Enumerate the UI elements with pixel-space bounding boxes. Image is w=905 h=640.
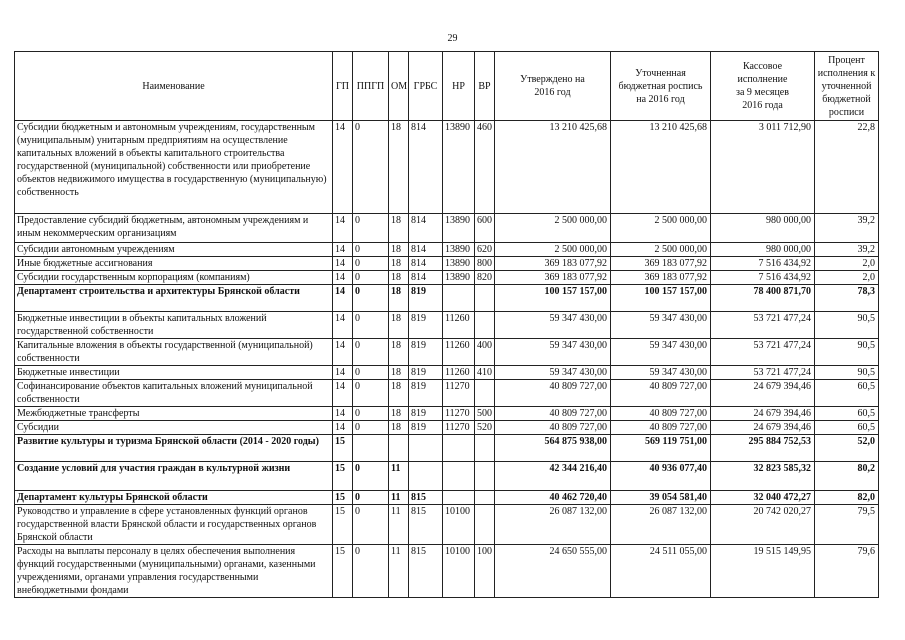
cell-grbs: 815 [409,505,443,545]
header-percent-line: бюджетной [822,93,871,105]
header-percent-line: росписи [828,106,865,118]
header-vr: ВР [475,52,495,121]
cell-cash: 295 884 752,53 [711,435,815,462]
cell-om: 18 [389,271,409,285]
cell-name: Бюджетные инвестиции [15,366,333,380]
header-refined-line: на 2016 год [636,93,685,105]
cell-gp: 14 [333,366,353,380]
table-row [15,339,879,366]
header-grbs: ГРБС [409,52,443,121]
cell-percent: 22,8 [815,121,879,214]
cell-gp: 14 [333,243,353,257]
cell-gp: 14 [333,121,353,214]
cell-percent: 79,5 [815,505,879,545]
cell-approved: 40 809 727,00 [495,421,611,435]
cell-grbs: 819 [409,312,443,339]
cell-approved: 24 650 555,00 [495,545,611,598]
header-cash-line: Кассовое [742,61,783,72]
cell-percent: 52,0 [815,435,879,462]
cell-gp: 14 [333,380,353,407]
cell-cash: 53 721 477,24 [711,366,815,380]
cell-name: Департамент строительства и архитектуры Брянской области [15,285,333,312]
cell-refined: 13 210 425,68 [611,121,711,214]
cell-np: 13890 [443,121,475,214]
cell-ppgp: 0 [353,121,389,214]
cell-name: Руководство и управление в сфере установленных функций органов государственной власти Брянской области и государственных органов Брянской области [15,505,333,545]
cell-name: Департамент культуры Брянской области [15,491,333,505]
header-approved-line: 2016 год [534,87,571,98]
cell-name: Предоставление субсидий бюджетным, автономным учреждениям и иным некоммерческим организациям [15,214,333,243]
cell-percent: 78,3 [815,285,879,312]
cell-approved: 59 347 430,00 [495,339,611,366]
cell-vr: 600 [475,214,495,243]
cell-np: 11270 [443,380,475,407]
cell-vr: 410 [475,366,495,380]
cell-gp: 14 [333,285,353,312]
cell-np [443,491,475,505]
cell-refined: 40 936 077,40 [611,462,711,491]
cell-grbs: 819 [409,380,443,407]
cell-ppgp: 0 [353,462,389,491]
header-cash-line: за 9 месяцев [736,87,789,98]
cell-approved: 40 462 720,40 [495,491,611,505]
cell-gp: 15 [333,462,353,491]
cell-ppgp: 0 [353,380,389,407]
cell-vr [475,462,495,491]
table-row [15,366,879,380]
cell-om: 11 [389,491,409,505]
cell-cash: 20 742 020,27 [711,505,815,545]
cell-np: 11260 [443,312,475,339]
header-om: ОМ [389,52,409,121]
cell-np: 13890 [443,243,475,257]
cell-cash: 3 011 712,90 [711,121,815,214]
cell-vr: 620 [475,243,495,257]
header-approved-line: Утверждено на [520,74,585,85]
cell-om: 18 [389,407,409,421]
cell-approved: 2 500 000,00 [495,243,611,257]
cell-om: 18 [389,366,409,380]
cell-grbs: 819 [409,285,443,312]
table-row [15,285,879,312]
header-refined-line: бюджетная роспись [618,80,703,92]
table-row [15,380,879,407]
cell-cash: 78 400 871,70 [711,285,815,312]
cell-ppgp: 0 [353,491,389,505]
header-name: Наименование [15,52,333,121]
header-refined-line: Уточненная [635,67,686,79]
cell-np: 11270 [443,407,475,421]
header-refined [611,52,711,121]
cell-approved: 369 183 077,92 [495,271,611,285]
cell-name: Субсидии автономным учреждениям [15,243,333,257]
cell-refined: 39 054 581,40 [611,491,711,505]
cell-name: Софинансирование объектов капитальных вложений муниципальной собственности [15,380,333,407]
cell-cash: 32 040 472,27 [711,491,815,505]
cell-ppgp: 0 [353,285,389,312]
cell-name: Бюджетные инвестиции в объекты капитальных вложений государственной собственности [15,312,333,339]
cell-percent: 90,5 [815,366,879,380]
cell-gp: 14 [333,271,353,285]
header-ppgp: ППГП [353,52,389,121]
table-row [15,312,879,339]
cell-approved: 59 347 430,00 [495,366,611,380]
cell-refined: 100 157 157,00 [611,285,711,312]
cell-gp: 15 [333,545,353,598]
cell-np: 13890 [443,214,475,243]
cell-gp: 15 [333,435,353,462]
cell-name: Межбюджетные трансферты [15,407,333,421]
cell-cash: 53 721 477,24 [711,312,815,339]
cell-cash: 24 679 394,46 [711,407,815,421]
cell-gp: 14 [333,312,353,339]
cell-gp: 14 [333,339,353,366]
cell-grbs: 814 [409,214,443,243]
cell-grbs: 819 [409,366,443,380]
cell-approved: 59 347 430,00 [495,312,611,339]
cell-cash: 24 679 394,46 [711,380,815,407]
table-body [15,121,879,598]
cell-ppgp: 0 [353,339,389,366]
cell-om: 11 [389,462,409,491]
cell-ppgp: 0 [353,407,389,421]
cell-refined: 40 809 727,00 [611,421,711,435]
cell-cash: 980 000,00 [711,214,815,243]
table-row [15,435,879,462]
table-row [15,243,879,257]
cell-gp: 14 [333,407,353,421]
table-row [15,214,879,243]
cell-ppgp: 0 [353,505,389,545]
cell-approved: 100 157 157,00 [495,285,611,312]
cell-ppgp: 0 [353,366,389,380]
cell-grbs: 814 [409,243,443,257]
cell-name: Развитие культуры и туризма Брянской области (2014 - 2020 годы) [15,435,333,462]
cell-approved: 40 809 727,00 [495,380,611,407]
cell-grbs: 815 [409,545,443,598]
cell-percent: 90,5 [815,339,879,366]
cell-grbs: 819 [409,407,443,421]
cell-vr: 460 [475,121,495,214]
cell-grbs: 814 [409,121,443,214]
cell-om: 11 [389,545,409,598]
cell-approved: 42 344 216,40 [495,462,611,491]
cell-vr: 400 [475,339,495,366]
table-row [15,271,879,285]
table-row [15,491,879,505]
cell-refined: 569 119 751,00 [611,435,711,462]
cell-refined: 59 347 430,00 [611,312,711,339]
cell-approved: 13 210 425,68 [495,121,611,214]
cell-refined: 24 511 055,00 [611,545,711,598]
cell-name: Иные бюджетные ассигнования [15,257,333,271]
cell-om: 18 [389,312,409,339]
cell-refined: 59 347 430,00 [611,366,711,380]
header-gp: ГП [333,52,353,121]
cell-cash: 19 515 149,95 [711,545,815,598]
header-percent [815,52,879,121]
cell-vr [475,312,495,339]
budget-table [14,51,879,598]
cell-grbs: 814 [409,271,443,285]
cell-cash: 24 679 394,46 [711,421,815,435]
cell-cash: 32 823 585,32 [711,462,815,491]
cell-np: 10100 [443,545,475,598]
cell-refined: 59 347 430,00 [611,339,711,366]
cell-om: 18 [389,121,409,214]
cell-name: Субсидии бюджетным и автономным учреждениям, государственным (муниципальным) унитарным предприятиям на осуществление капитальных вложений в объекты капитального строительства государственной (муниципальной) собственности или приобретение объектов недвижимого имущества в государственную (муниципальную) собственность [15,121,333,214]
cell-vr: 800 [475,257,495,271]
cell-percent: 39,2 [815,214,879,243]
cell-om: 18 [389,380,409,407]
cell-ppgp: 0 [353,421,389,435]
cell-percent: 60,5 [815,380,879,407]
cell-om: 18 [389,214,409,243]
cell-refined: 26 087 132,00 [611,505,711,545]
cell-percent: 60,5 [815,407,879,421]
cell-percent: 60,5 [815,421,879,435]
cell-name: Расходы на выплаты персоналу в целях обеспечения выполнения функций государственными (муниципальными) органами, казенными учреждениями, органами управления государственными внебюджетными фондами [15,545,333,598]
table-header-row [15,52,879,121]
table-row [15,121,879,214]
cell-np: 11270 [443,421,475,435]
header-cash-line: 2016 года [742,100,783,111]
cell-approved: 40 809 727,00 [495,407,611,421]
header-approved [495,52,611,121]
header-percent-line: уточненной [821,80,872,92]
cell-gp: 15 [333,505,353,545]
header-cash-line: исполнение [737,74,788,85]
cell-vr [475,380,495,407]
cell-percent: 79,6 [815,545,879,598]
page-number: 29 [447,33,458,44]
cell-vr: 100 [475,545,495,598]
cell-name: Создание условий для участия граждан в культурной жизни [15,462,333,491]
cell-refined: 2 500 000,00 [611,243,711,257]
cell-np: 10100 [443,505,475,545]
table-row [15,257,879,271]
header-np: НР [443,52,475,121]
cell-cash: 980 000,00 [711,243,815,257]
cell-om: 18 [389,243,409,257]
cell-np [443,285,475,312]
cell-percent: 2,0 [815,257,879,271]
cell-om: 18 [389,285,409,312]
cell-cash: 7 516 434,92 [711,271,815,285]
cell-name: Субсидии государственным корпорациям (компаниям) [15,271,333,285]
cell-percent: 80,2 [815,462,879,491]
cell-np: 11260 [443,339,475,366]
cell-vr [475,285,495,312]
cell-vr [475,505,495,545]
header-percent-line: Процент [828,54,865,66]
cell-approved: 564 875 938,00 [495,435,611,462]
cell-approved: 2 500 000,00 [495,214,611,243]
table-row [15,505,879,545]
header-percent-line: исполнения к [817,67,876,79]
cell-refined: 369 183 077,92 [611,271,711,285]
cell-vr: 520 [475,421,495,435]
cell-ppgp: 0 [353,214,389,243]
cell-om: 18 [389,421,409,435]
cell-cash: 7 516 434,92 [711,257,815,271]
table-row [15,407,879,421]
cell-cash: 53 721 477,24 [711,339,815,366]
cell-vr [475,491,495,505]
cell-vr: 500 [475,407,495,421]
cell-vr: 820 [475,271,495,285]
cell-refined: 40 809 727,00 [611,407,711,421]
cell-approved: 369 183 077,92 [495,257,611,271]
table-row [15,462,879,491]
cell-grbs: 819 [409,339,443,366]
cell-refined: 2 500 000,00 [611,214,711,243]
table-row [15,421,879,435]
cell-gp: 14 [333,421,353,435]
cell-ppgp: 0 [353,312,389,339]
cell-ppgp: 0 [353,257,389,271]
cell-grbs: 819 [409,421,443,435]
cell-percent: 2,0 [815,271,879,285]
cell-percent: 39,2 [815,243,879,257]
header-cash [711,52,815,121]
cell-np [443,462,475,491]
cell-grbs: 815 [409,491,443,505]
cell-om: 18 [389,339,409,366]
table-row [15,545,879,598]
cell-np: 13890 [443,271,475,285]
cell-vr [475,435,495,462]
cell-name: Субсидии [15,421,333,435]
cell-grbs: 814 [409,257,443,271]
cell-gp: 15 [333,491,353,505]
cell-np: 11260 [443,366,475,380]
cell-percent: 90,5 [815,312,879,339]
cell-np [443,435,475,462]
cell-ppgp: 0 [353,271,389,285]
cell-approved: 26 087 132,00 [495,505,611,545]
cell-grbs [409,462,443,491]
cell-gp: 14 [333,214,353,243]
cell-gp: 14 [333,257,353,271]
cell-om [389,435,409,462]
cell-name: Капитальные вложения в объекты государственной (муниципальной) собственности [15,339,333,366]
cell-om: 18 [389,257,409,271]
cell-refined: 40 809 727,00 [611,380,711,407]
cell-ppgp: 0 [353,545,389,598]
cell-ppgp [353,435,389,462]
cell-ppgp: 0 [353,243,389,257]
cell-np: 13890 [443,257,475,271]
cell-refined: 369 183 077,92 [611,257,711,271]
cell-grbs [409,435,443,462]
cell-om: 11 [389,505,409,545]
cell-percent: 82,0 [815,491,879,505]
